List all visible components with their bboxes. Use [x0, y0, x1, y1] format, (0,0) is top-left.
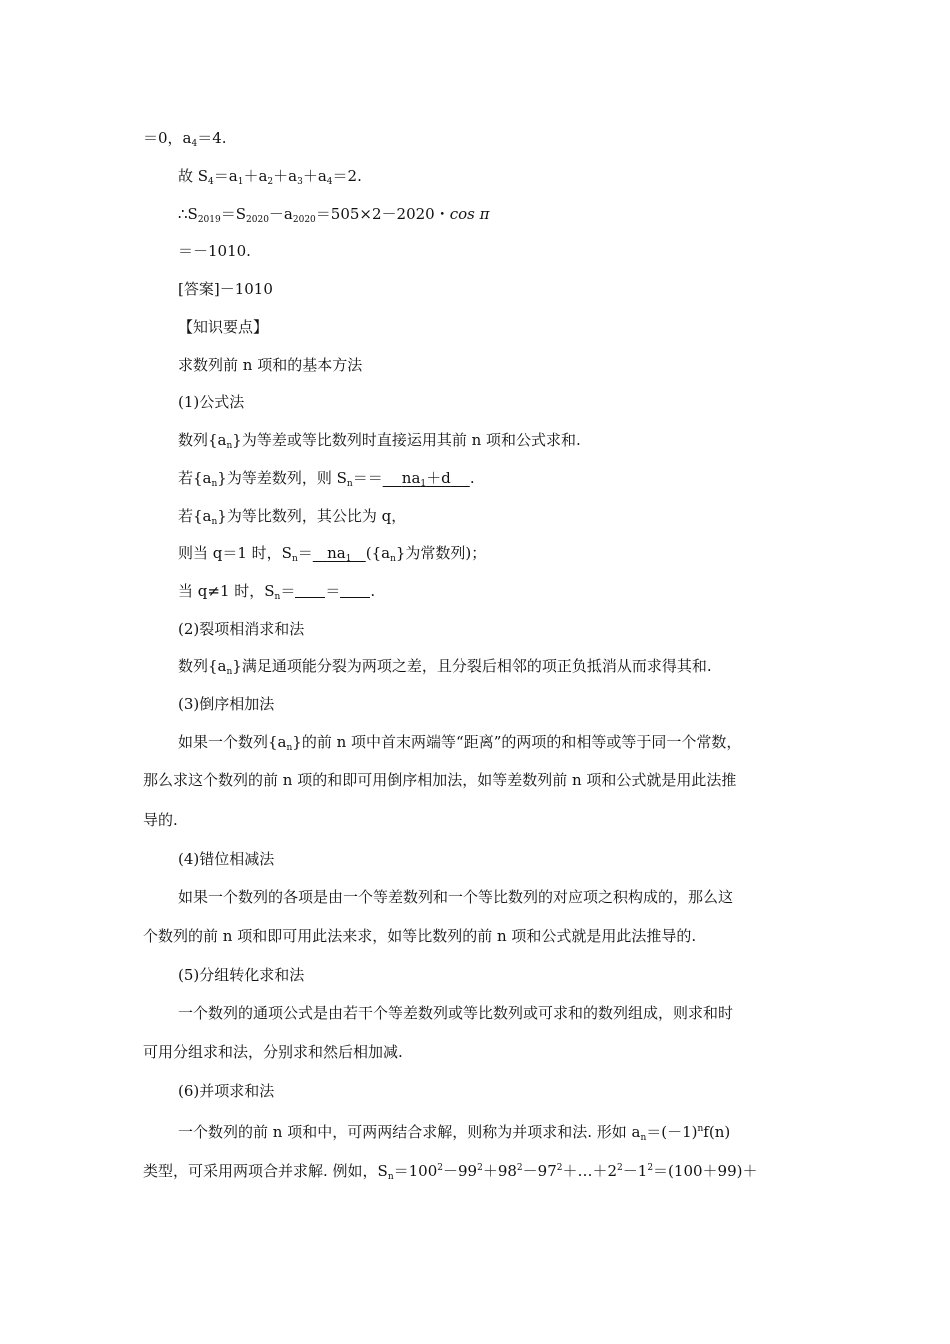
subscript: n — [226, 667, 233, 677]
text: ＝(100＋99)＋ — [653, 1162, 758, 1180]
text: }为等差数列，则 S — [217, 469, 347, 487]
text: 当 q≠1 时，S — [178, 582, 275, 600]
subsection-heading: (6)并项求和法 — [178, 1082, 275, 1100]
text: ∴S — [178, 205, 198, 223]
superscript: 2 — [437, 1163, 443, 1173]
subscript: n — [346, 479, 353, 489]
answer-line: [答案]－1010 — [178, 280, 273, 298]
text: ＝100 — [393, 1162, 438, 1180]
text: 若{a — [178, 507, 212, 525]
cos-term: cos π — [449, 205, 490, 223]
subscript: 2020 — [292, 215, 316, 225]
text: ＝ — [297, 544, 313, 562]
text: 如果一个数列{a — [178, 733, 287, 751]
text: 一个数列的前 n 项和中，可两两结合求解，则称为并项求和法. 形如 a — [178, 1123, 641, 1141]
fill-answer — [383, 469, 470, 487]
text: －99 — [443, 1162, 478, 1180]
subscript: 1 — [237, 177, 244, 187]
subscript: n — [226, 441, 233, 451]
text: ＝2. — [332, 167, 362, 185]
text-line — [178, 166, 362, 192]
text-line — [178, 656, 712, 682]
text: }的前 n 项中首末两端等“距离”的两项的和相等或等于同一个常数， — [292, 733, 742, 751]
text: ＝505×2－2020・ — [315, 205, 450, 223]
text: ({a — [365, 544, 391, 562]
text-line: 求数列前 n 项和的基本方法 — [178, 356, 363, 374]
subsection-heading: (3)倒序相加法 — [178, 695, 275, 713]
text-line — [178, 204, 489, 230]
superscript: 2 — [556, 1163, 563, 1173]
subsection-heading: (4)错位相减法 — [178, 850, 275, 868]
subscript: 2020 — [246, 215, 269, 225]
subscript: n — [274, 592, 281, 602]
text: f(n) — [703, 1123, 731, 1141]
text: ＝＝ — [352, 469, 383, 487]
text-line — [178, 468, 475, 494]
text: na — [401, 469, 421, 487]
text: 故 S — [178, 167, 209, 185]
superscript: n — [697, 1124, 704, 1134]
text: 类型，可采用两项合并求解. 例如，S — [143, 1162, 388, 1180]
text: ＝S — [220, 205, 247, 223]
text: ＋a — [273, 167, 298, 185]
text-line — [143, 1158, 757, 1187]
text: ＝a — [213, 167, 238, 185]
fill-blank — [295, 583, 325, 598]
text: . — [370, 582, 376, 600]
subscript: 1 — [420, 479, 427, 489]
text-line — [178, 581, 375, 607]
subscript: 1 — [345, 554, 352, 564]
text-line — [178, 1119, 730, 1148]
text-line — [143, 128, 227, 154]
text: 则当 q＝1 时，S — [178, 544, 292, 562]
subsection-heading: (1)公式法 — [178, 393, 245, 411]
section-heading: 【知识要点】 — [178, 318, 269, 336]
text: ＋a — [243, 167, 268, 185]
text: 数列{a — [178, 431, 227, 449]
superscript: 2 — [647, 1163, 654, 1173]
subscript: n — [211, 479, 218, 489]
subscript: n — [286, 743, 293, 753]
text-line: ＝－1010. — [178, 242, 251, 260]
text-line: 可用分组求和法，分别求和然后相加减. — [143, 1043, 403, 1061]
text-line — [178, 430, 581, 456]
text: ＝0，a — [143, 129, 192, 147]
text: na — [327, 544, 346, 562]
text-line: 如果一个数列的各项是由一个等差数列和一个等比数列的对应项之积构成的，那么这 — [178, 888, 734, 906]
subscript: n — [640, 1133, 647, 1143]
text-line: 个数列的前 n 项和即可用此法来求，如等比数列的前 n 项和公式就是用此法推导的. — [143, 927, 697, 945]
superscript: 2 — [477, 1163, 483, 1173]
subscript: n — [291, 554, 298, 564]
text: ＋98 — [482, 1162, 517, 1180]
subscript: n — [387, 1172, 394, 1182]
subscript: n — [211, 517, 218, 527]
subscript: 2 — [267, 177, 274, 187]
text: }满足通项能分裂为两项之差，且分裂后相邻的项正负抵消从而求得其和. — [232, 657, 712, 675]
text: ＋d — [426, 469, 451, 487]
fill-answer — [313, 544, 366, 562]
text: －a — [268, 205, 293, 223]
text: ＋a — [302, 167, 327, 185]
text-line — [178, 506, 406, 532]
text: 数列{a — [178, 657, 227, 675]
text: －1 — [622, 1162, 648, 1180]
text: }为等比数列，其公比为 q， — [217, 507, 407, 525]
text: ＋…＋2 — [562, 1162, 618, 1180]
text: }为等差或等比数列时直接运用其前 n 项和公式求和. — [232, 431, 581, 449]
text-line: 一个数列的通项公式是由若干个等差数列或等比数列或可求和的数列组成，则求和时 — [178, 1004, 734, 1022]
subscript: 4 — [208, 177, 214, 187]
text: 若{a — [178, 469, 212, 487]
text-line: 导的. — [143, 811, 178, 829]
subsection-heading: (5)分组转化求和法 — [178, 966, 305, 984]
text-line — [178, 543, 486, 569]
text: . — [469, 469, 475, 487]
text-line — [178, 732, 741, 758]
fill-blank — [340, 583, 370, 598]
subscript: 4 — [326, 177, 333, 187]
text: ＝(－1) — [646, 1123, 698, 1141]
subsection-heading: (2)裂项相消求和法 — [178, 620, 305, 638]
subscript: 2019 — [197, 215, 221, 225]
text: －97 — [522, 1162, 557, 1180]
subscript: 3 — [297, 177, 303, 187]
text: ＝ — [280, 582, 296, 600]
superscript: 2 — [617, 1163, 623, 1173]
subscript: n — [390, 554, 396, 564]
text: ＝4. — [197, 129, 227, 147]
text: }为常数列)； — [395, 544, 487, 562]
text: ＝ — [325, 582, 341, 600]
subscript: 4 — [191, 139, 198, 149]
superscript: 2 — [516, 1163, 523, 1173]
text-line: 那么求这个数列的前 n 项的和即可用倒序相加法，如等差数列前 n 项和公式就是用此法推 — [143, 771, 737, 789]
